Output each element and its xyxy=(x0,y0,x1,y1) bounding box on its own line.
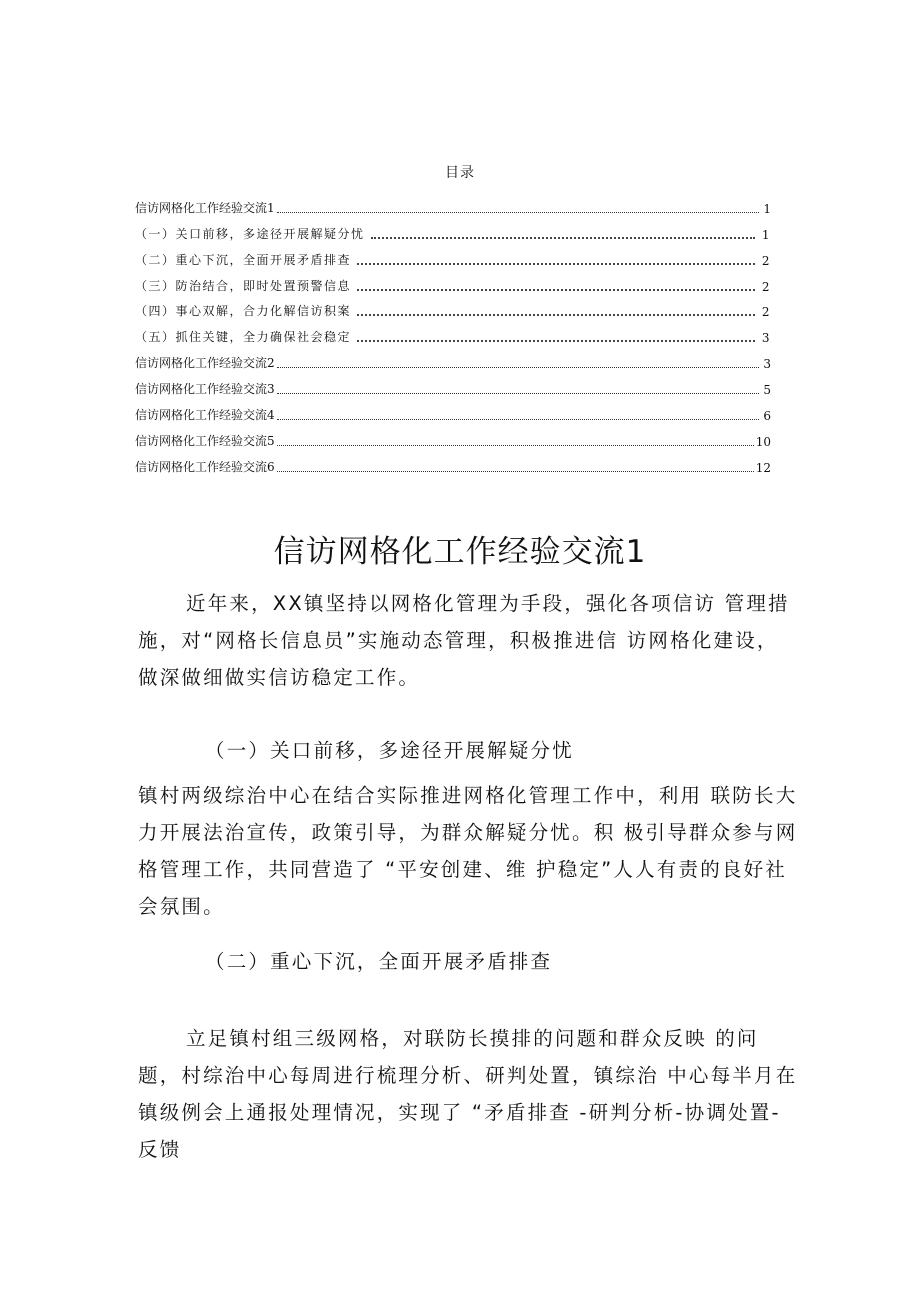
toc-entry-label: 信访网格化工作经验交流1 xyxy=(135,200,275,215)
toc-entry[interactable] xyxy=(135,449,771,475)
toc-entry[interactable] xyxy=(135,242,771,268)
table-of-contents xyxy=(135,190,771,475)
toc-entry-label: 信访网格化工作经验交流4 xyxy=(135,408,275,423)
toc-leader xyxy=(277,366,759,368)
toc-leader xyxy=(277,211,759,213)
toc-leader xyxy=(277,418,759,420)
document-title: 信访网格化工作经验交流1 xyxy=(273,533,647,570)
toc-entry[interactable] xyxy=(135,190,771,216)
toc-leader xyxy=(357,288,755,291)
toc-entry-page: 6 xyxy=(763,409,771,424)
toc-leader xyxy=(371,236,755,239)
toc-entry-page: 2 xyxy=(761,253,771,268)
toc-entry[interactable] xyxy=(135,216,771,242)
toc-leader xyxy=(277,470,754,472)
toc-leader xyxy=(277,392,759,394)
toc-entry-label: 信访网格化工作经验交流2 xyxy=(135,356,275,371)
toc-entry-page: 10 xyxy=(755,434,771,449)
toc-entry-label: （五）抓住关键，全力确保社会稳定 xyxy=(135,330,352,345)
toc-entry-page: 3 xyxy=(761,331,771,346)
toc-entry-label: 信访网格化工作经验交流6 xyxy=(135,459,275,474)
section-heading-2: （二）重心下沉，全面开展矛盾排查 xyxy=(205,950,553,973)
toc-entry[interactable] xyxy=(135,319,771,345)
toc-entry-page: 1 xyxy=(763,201,771,216)
toc-leader xyxy=(357,313,755,316)
section-heading-1: （一）关口前移，多途径开展解疑分忧 xyxy=(205,739,574,762)
toc-entry-label: （四）事心双解，合力化解信访积案 xyxy=(135,304,352,319)
toc-entry[interactable] xyxy=(135,397,771,423)
intro-paragraph: 近年来，XX镇坚持以网格化管理为手段，强化各项信访 管理措施，对“网格长信息员”实施动态管理，积极推进信 访网格化建设，做深做细做实信访稳定工作。 xyxy=(138,592,790,689)
toc-entry[interactable] xyxy=(135,371,771,397)
toc-entry-page: 1 xyxy=(761,227,771,242)
toc-entry-label: （三）防治结合，即时处置预警信息 xyxy=(135,278,352,293)
toc-entry-page: 5 xyxy=(763,383,771,398)
toc-entry[interactable] xyxy=(135,345,771,371)
section-paragraph-2: 立足镇村组三级网格，对联防长摸排的问题和群众反映 的问题，村综治中心每周进行梳理分析、研判处置，镇综治 中心每半月在镇级例会上通报处理情况，实现了 “矛盾排查 -研判分析-协调处置-反馈 xyxy=(138,1027,798,1161)
toc-leader xyxy=(277,444,754,446)
toc-entry[interactable] xyxy=(135,423,771,449)
toc-entry-label: 信访网格化工作经验交流3 xyxy=(135,382,275,397)
toc-entry-page: 2 xyxy=(761,279,771,294)
toc-entry-label: （二）重心下沉，全面开展矛盾排查 xyxy=(135,252,352,267)
toc-leader xyxy=(357,262,755,265)
toc-leader xyxy=(357,339,755,342)
toc-title: 目录 xyxy=(445,165,475,181)
toc-entry[interactable] xyxy=(135,268,771,294)
toc-entry-page: 2 xyxy=(761,305,771,320)
toc-entry-page: 3 xyxy=(763,357,771,372)
toc-entry-label: （一）关口前移，多途径开展解疑分忧 xyxy=(135,226,365,241)
toc-entry[interactable] xyxy=(135,294,771,320)
toc-entry-page: 12 xyxy=(755,460,771,475)
toc-entry-label: 信访网格化工作经验交流5 xyxy=(135,433,275,448)
section-paragraph-1: 镇村两级综治中心在结合实际推进网格化管理工作中，利用 联防长大力开展法治宣传，政策引导，为群众解疑分忧。积 极引导群众参与网格管理工作，共同营造了 “平安创建、维 护稳定”人人有责的良好社会氛围。 xyxy=(138,784,798,918)
